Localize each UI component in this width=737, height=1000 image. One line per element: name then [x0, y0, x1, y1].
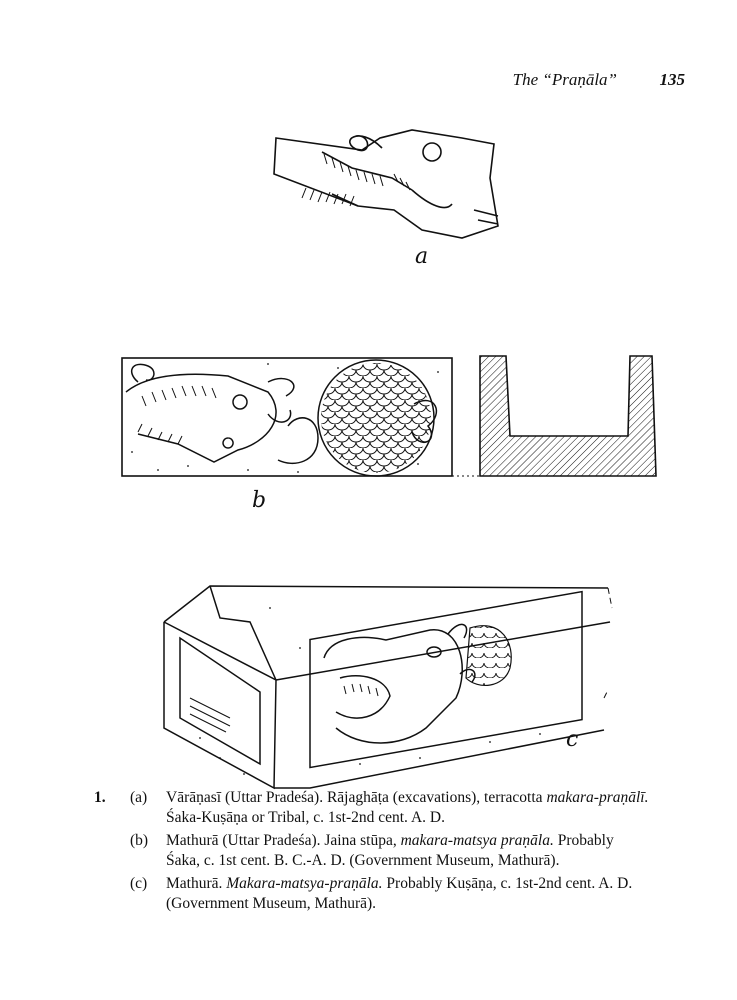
caption-text: Probably	[553, 832, 614, 849]
figure-b-drawing	[118, 352, 658, 492]
caption-item-b	[108, 831, 708, 871]
running-title: The “Praṇāla”	[512, 70, 617, 89]
caption-text: Probably Kuṣāṇa, c. 1st-2nd cent. A. D.	[382, 875, 633, 892]
caption-line	[166, 788, 708, 808]
caption-line: (Government Museum, Mathurā).	[166, 895, 377, 912]
caption-text: Vārāṇasī (Uttar Pradeśa). Rājaghāṭa (excavations), terracotta	[166, 789, 547, 806]
figure-a-drawing	[262, 108, 512, 248]
caption-item-c	[108, 874, 708, 914]
caption-text: Mathurā.	[166, 875, 227, 892]
caption-line: Śaka, c. 1st cent. B. C.-A. D. (Government Museum, Mathurā).	[166, 852, 560, 869]
figure-b-letter: b	[252, 488, 267, 513]
caption-item-label: (b)	[130, 832, 149, 849]
caption-text: Mathurā (Uttar Pradeśa). Jaina stūpa,	[166, 832, 401, 849]
caption-item-label: (c)	[130, 875, 148, 892]
caption-italic: makara-matsya praṇāla.	[400, 832, 554, 849]
plate-number: 1.	[94, 789, 106, 806]
figure-caption	[94, 788, 708, 914]
figure-c-letter: c	[566, 727, 579, 752]
caption-line	[166, 874, 708, 894]
caption-item-label: (a)	[130, 789, 148, 806]
figure-c-drawing	[160, 578, 620, 794]
page-header	[0, 70, 737, 94]
figure-a-letter: a	[415, 244, 429, 269]
caption-item-a	[94, 788, 708, 828]
caption-line: Śaka-Kuṣāṇa or Tribal, c. 1st-2nd cent. A. D.	[166, 809, 445, 826]
caption-italic: makara-praṇālī.	[546, 789, 649, 806]
caption-italic: Makara-matsya-praṇāla.	[226, 875, 383, 892]
page-number: 135	[659, 70, 685, 89]
caption-line	[166, 831, 708, 851]
